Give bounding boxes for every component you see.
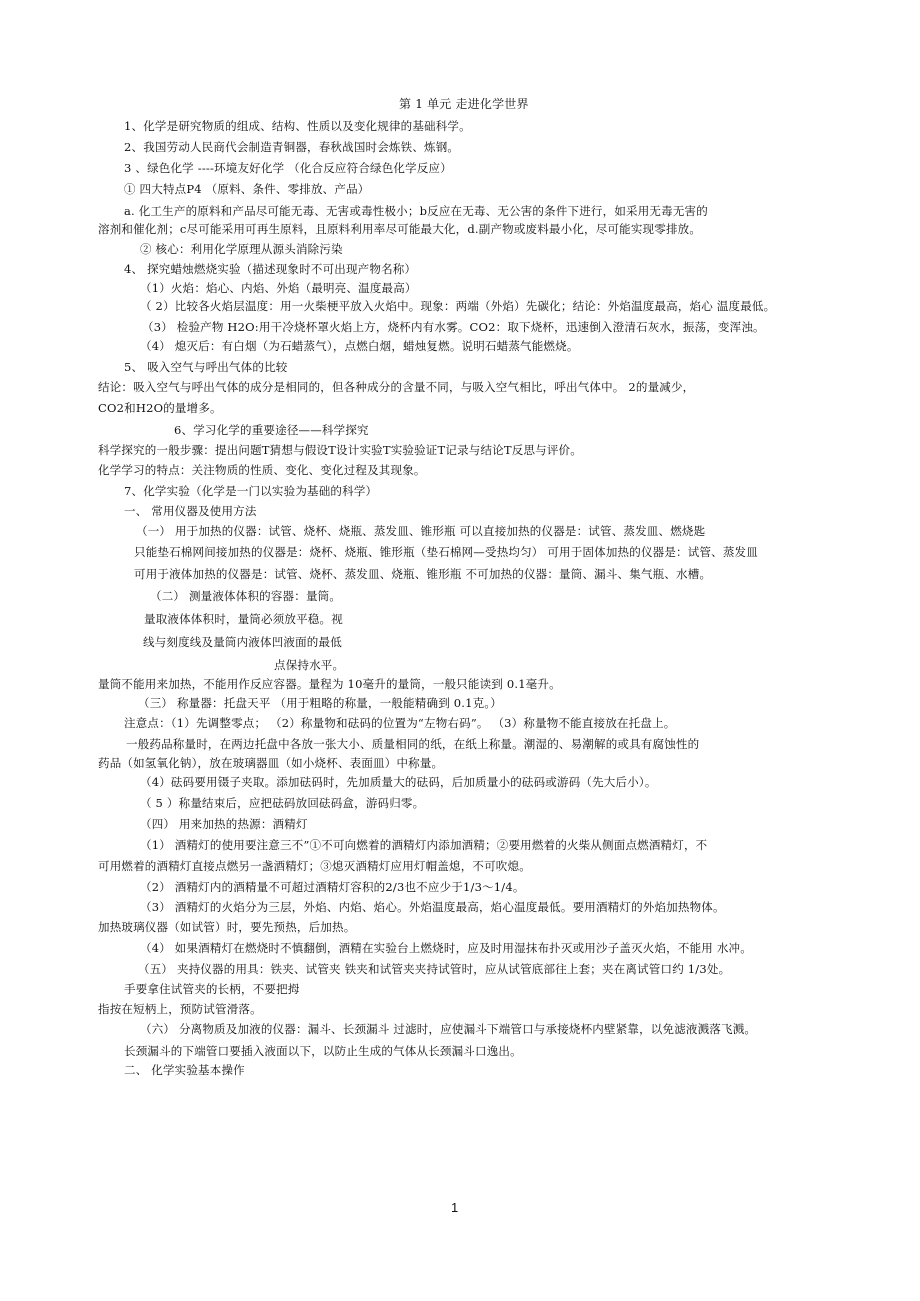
text-line: 二、 化学实验基本操作 (124, 1063, 245, 1077)
text-line: （五） 夹持仪器的用具：铁夹、试管夹 铁夹和试管夹夹持试管时，应从试管底部往上套；夹在离试管口约 1/3处。 (138, 962, 731, 976)
text-line: 4、 探究蜡烛燃烧实验（描述现象时不可出现产物名称） (124, 262, 417, 276)
text-line: 一般药品称量时，在两边托盘中各放一张大小、质量相同的纸，在纸上称量。潮湿的、易潮解的或具有腐蚀性的 (126, 737, 700, 751)
text-line: （1） 酒精灯的使用要注意三不”①不可向燃着的酒精灯内添加酒精；②要用燃着的火柴从侧面点燃酒精灯，不 (140, 838, 708, 852)
text-line: 科学探究的一般步骤：提出问题T猜想与假设T设计实验T实验验证T记录与结论T反思与评价。 (98, 443, 582, 457)
text-line: 一、 常用仪器及使用方法 (124, 504, 257, 518)
text-line: （1）火焰：焰心、内焰、外焰（最明亮、温度最高） (140, 281, 417, 295)
text-line: 溶剂和催化剂；c尽可能采用可再生原料，且原料利用率尽可能最大化，d.副产物或废料最小化，尽可能实现零排放。 (98, 222, 702, 236)
text-line: 可用于液体加热的仪器是：试管、烧杯、蒸发皿、烧瓶、锥形瓶 不可加热的仪器：量筒、漏斗、集气瓶、水槽。 (134, 567, 712, 581)
text-line: （3） 检验产物 H2O:用干冷烧杯罩火焰上方，烧杯内有水雾。CO2：取下烧杯，迅速倒入澄清石灰水，振荡，变浑浊。 (142, 320, 765, 334)
text-line: CO2和H2O的量增多。 (98, 401, 222, 415)
text-line: 化学学习的特点：关注物质的性质、变化、变化过程及其现象。 (98, 463, 426, 477)
text-line: 3 、绿色化学 ----环境友好化学 （化合反应符合绿色化学反应） (124, 161, 452, 175)
text-line: 1、化学是研究物质的组成、结构、性质以及变化规律的基础科学。 (124, 119, 471, 133)
text-line: ② 核心：利用化学原理从源头消除污染 (140, 242, 343, 256)
text-line: （六） 分离物质及加液的仪器：漏斗、长颈漏斗 过滤时，应使漏斗下端管口与承接烧杯内壁紧靠，以免滤液溅落飞溅。 (140, 1022, 757, 1036)
text-line: （一） 用于加热的仪器：试管、烧杯、烧瓶、蒸发皿、锥形瓶 可以直接加热的仪器是：试管、蒸发皿、燃烧匙 (136, 524, 706, 538)
text-line: ① 四大特点P4 （原料、条件、零排放、产品） (124, 182, 370, 196)
unit-title: 第 1 单元 走进化学世界 (399, 97, 529, 111)
page-number: 1 (451, 1200, 459, 1215)
text-line: a. 化工生产的原料和产品尽可能无毒、无害或毒性极小；b反应在无毒、无公害的条件下进行，如采用无毒无害的 (124, 204, 708, 218)
text-line: 线与刻度线及量筒内液体凹液面的最低 (143, 635, 342, 649)
text-line: 5、 吸入空气与呼出气体的比较 (124, 360, 288, 374)
text-line: （ 5 ）称量结束后，应把砝码放回砝码盒，游码归零。 (140, 796, 425, 810)
text-line: 药品（如氢氧化钠），放在玻璃器皿（如小烧杯、表面皿）中称量。 (98, 756, 444, 770)
text-line: （2） 酒精灯内的酒精量不可超过酒精灯容积的2/3也不应少于1/3～1/4。 (140, 880, 525, 894)
text-line: 点保持水平。 (274, 658, 345, 672)
text-line: （二） 测量液体体积的容器：量筒。 (150, 589, 342, 603)
text-line: （三） 称量器：托盘天平 （用于粗略的称量，一般能精确到 0.1克。） (138, 696, 503, 710)
text-line: 长颈漏斗的下端管口要插入液面以下，以防止生成的气体从长颈漏斗口逸出。 (124, 1044, 522, 1058)
text-line: 7、化学实验（化学是一门以实验为基础的科学） (124, 484, 378, 498)
text-line: （4） 熄灭后：有白烟（为石蜡蒸气），点燃白烟，蜡烛复燃。说明石蜡蒸气能燃烧。 (140, 339, 579, 353)
text-line: （4） 如果酒精灯在燃烧时不慎翻倒，酒精在实验台上燃烧时，应及时用湿抹布扑灭或用沙子盖灭火焰，不能用 水冲。 (140, 941, 752, 955)
text-line: 6、学习化学的重要途径——科学探究 (174, 423, 369, 437)
text-line: （ 2）比较各火焰层温度：用一火柴梗平放入火焰中。现象：两端（外焰）先碳化；结论：外焰温度最高，焰心 温度最低。 (140, 299, 776, 313)
text-line: 可用燃着的酒精灯直接点燃另一盏酒精灯；③熄灭酒精灯应用灯帽盖熄，不可吹熄。 (98, 859, 531, 873)
text-line: 2、我国劳动人民商代会制造青铜器，春秋战国时会炼铁、炼钢。 (124, 140, 460, 154)
text-line: （3） 酒精灯的火焰分为三层，外焰、内焰、焰心。外焰温度最高，焰心温度最低。要用酒精灯的外焰加热物体。 (140, 900, 725, 914)
text-line: 结论：吸入空气与呼出气体的成分是相同的，但各种成分的含量不同，与吸入空气相比，呼出气体中。 2的量减少， (98, 380, 695, 394)
text-line: 指按在短柄上，预防试管滑落。 (98, 1002, 262, 1016)
text-line: （四） 用来加热的热源：酒精灯 (140, 817, 308, 831)
text-line: 只能垫石棉网间接加热的仪器是：烧杯、烧瓶、锥形瓶（垫石棉网—受热均匀） 可用于固体加热的仪器是：试管、蒸发皿 (134, 545, 758, 559)
text-line: 量取液体体积时，量筒必须放平稳。视 (144, 612, 343, 626)
text-line: 注意点：（1）先调整零点； （2）称量物和砝码的位置为“左物右码”。 （3）称量物不能直接放在托盘上。 (124, 716, 676, 730)
text-line: 量筒不能用来加热，不能用作反应容器。量程为 10毫升的量筒，一般只能读到 0.1毫升。 (98, 677, 561, 691)
text-line: 手要拿住试管夹的长柄，不要把拇 (124, 982, 300, 996)
text-line: 加热玻璃仪器（如试管）时，要先预热，后加热。 (98, 920, 356, 934)
text-line: （4）砝码要用镊子夹取。添加砝码时，先加质量大的砝码，后加质量小的砝码或游码（先大后小）。 (140, 775, 657, 789)
